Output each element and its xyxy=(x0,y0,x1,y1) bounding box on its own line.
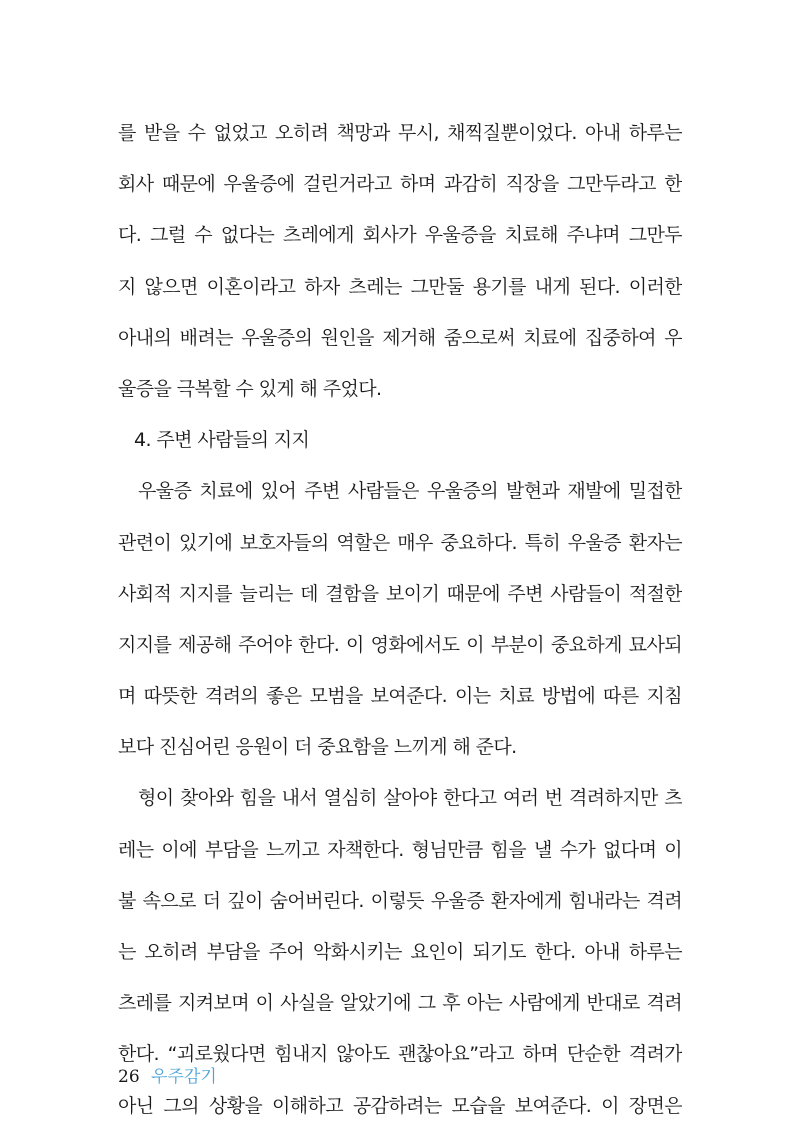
paragraph-line: 는 오히려 부담을 주어 악화시키는 요인이 되기도 한다. 아내 하루는 xyxy=(118,941,682,963)
paragraph-line: 형이 찾아와 힘을 내서 열심히 살아야 한다고 여러 번 격려하지만 츠 xyxy=(138,787,682,810)
paragraph-line: 지 않으면 이혼이라고 하자 츠레는 그만둘 용기를 내게 된다. 이러한 xyxy=(118,275,682,298)
paragraph-line: 며 따뜻한 격려의 좋은 모범을 보여준다. 이는 치료 방법에 따른 지침 xyxy=(118,685,682,708)
paragraph-line: 사회적 지지를 늘리는 데 결함을 보이기 때문에 주변 사람들이 적절한 xyxy=(118,582,682,605)
paragraph-line: 레는 이에 부담을 느끼고 자책한다. 형님만큼 힘을 낼 수가 없다며 이 xyxy=(118,838,682,861)
paragraph-line: 츠레를 지켜보며 이 사실을 알았기에 그 후 아는 사람에게 반대로 격려 xyxy=(118,992,682,1015)
paragraph-line: 지지를 제공해 주어야 한다. 이 영화에서도 이 부분이 중요하게 묘사되 xyxy=(118,633,682,656)
page-footer xyxy=(118,1066,217,1088)
page-number: 26 xyxy=(118,1067,140,1087)
paragraph-line: 관련이 있기에 보호자들의 역할은 매우 중요하다. 특히 우울증 환자는 xyxy=(118,531,682,554)
book-title: 우주감기 xyxy=(151,1067,217,1087)
paragraph-line: 울증을 극복할 수 있게 해 주었다. xyxy=(118,377,382,400)
paragraph-line: 회사 때문에 우울증에 걸린거라고 하며 과감히 직장을 그만두라고 한 xyxy=(118,173,682,196)
paragraph-line: 아닌 그의 상황을 이해하고 공감하려는 모습을 보여준다. 이 장면은 xyxy=(118,1094,682,1117)
paragraph-line: 우울증 치료에 있어 주변 사람들은 우울증의 발현과 재발에 밀접한 xyxy=(138,480,682,503)
paragraph-line: 를 받을 수 없었고 오히려 책망과 무시, 채찍질뿐이었다. 아내 하루는 xyxy=(118,122,682,144)
paragraph-line: 한다. “괴로웠다면 힘내지 않아도 괜찮아요”라고 하며 단순한 격려가 xyxy=(118,1043,682,1066)
paragraph-line: 보다 진심어린 응원이 더 중요함을 느끼게 해 준다. xyxy=(118,736,517,759)
body-text xyxy=(118,108,682,1132)
paragraph-line: 불 속으로 더 깊이 숨어버린다. 이렇듯 우울증 환자에게 힘내라는 격려 xyxy=(118,889,682,912)
paragraph-line: 아내의 배려는 우울증의 원인을 제거해 줌으로써 치료에 집중하여 우 xyxy=(118,326,682,349)
section-heading: 4. 주변 사람들의 지지 xyxy=(134,429,310,452)
paragraph-line: 다. 그럴 수 없다는 츠레에게 회사가 우울증을 치료해 주냐며 그만두 xyxy=(118,224,682,247)
